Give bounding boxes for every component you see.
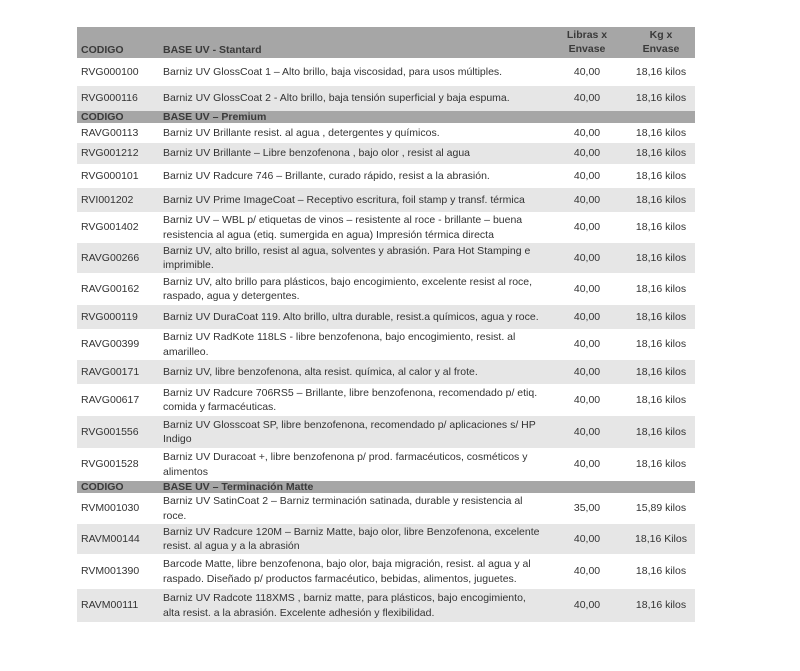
table-row — [77, 243, 695, 273]
table-header — [77, 27, 695, 58]
kg-per-container: 18,16 kilos — [635, 282, 687, 295]
kg-per-container: 18,16 kilos — [635, 599, 687, 612]
kg-per-container: 18,16 kilos — [635, 310, 687, 323]
header-kg-line2: Envase — [642, 42, 680, 55]
product-code: RAVG00266 — [81, 251, 140, 264]
libras-per-container: 40,00 — [573, 126, 601, 139]
product-code: RAVG00171 — [81, 365, 140, 378]
product-description: Barniz UV Radcure 706RS5 – Brillante, libre benzofenona, recomendado p/ etiq. comida y farmacéuticas. — [163, 386, 538, 413]
kg-per-container: 18,16 kilos — [635, 92, 687, 105]
section-title: BASE UV – Terminación Matte — [163, 480, 314, 493]
product-code: RAVG00162 — [81, 282, 140, 295]
section-title: BASE UV – Premium — [163, 110, 267, 123]
product-code: RAVG00399 — [81, 338, 140, 351]
kg-per-container: 18,16 kilos — [635, 169, 687, 182]
header-base-standard: BASE UV - Stantard — [163, 43, 262, 56]
product-code: RVI001202 — [81, 193, 134, 206]
product-code: RVG001528 — [81, 458, 139, 471]
kg-per-container: 18,16 kilos — [635, 65, 687, 78]
table-row — [77, 589, 695, 622]
kg-per-container: 18,16 kilos — [635, 193, 687, 206]
header-libras-line1: Libras x — [566, 28, 608, 41]
product-description: Barniz UV SatinCoat 2 – Barniz terminación satinada, durable y resistencia al roce. — [163, 495, 523, 522]
libras-per-container: 40,00 — [573, 65, 601, 78]
kg-per-container: 18,16 kilos — [635, 338, 687, 351]
kg-per-container: 18,16 kilos — [635, 221, 687, 234]
kg-per-container: 18,16 kilos — [635, 393, 687, 406]
libras-per-container: 40,00 — [573, 565, 601, 578]
product-description: Barniz UV Radcure 746 – Brillante, curado rápido, resist a la abrasión. — [163, 169, 490, 182]
product-code: RVG001212 — [81, 147, 139, 160]
product-description: Barniz UV Duracoat +, libre benzofenona p/ prod. farmacéuticos, cosméticos y alimentos — [163, 451, 528, 478]
product-code: RAVG00113 — [81, 126, 139, 139]
product-description: Barniz UV Brillante – Libre benzofenona , bajo olor , resist al agua — [163, 147, 471, 160]
table-row — [77, 360, 695, 384]
libras-per-container: 40,00 — [573, 425, 601, 438]
section-header-premium — [77, 111, 695, 123]
table-row — [77, 448, 695, 481]
premium-section-body — [77, 123, 695, 481]
table-row — [77, 329, 695, 360]
product-description: Barniz UV Glosscoat SP, libre benzofenona, recomendado p/ aplicaciones s/ HP Indigo — [163, 418, 536, 445]
product-description: Barniz UV GlossCoat 2 - Alto brillo, baja tensión superficial y baja espuma. — [163, 92, 510, 105]
table-row — [77, 554, 695, 589]
table-row — [77, 384, 695, 416]
libras-per-container: 40,00 — [573, 365, 601, 378]
kg-per-container: 18,16 Kilos — [635, 532, 687, 545]
libras-per-container: 40,00 — [573, 221, 601, 234]
product-description: Barniz UV, alto brillo para plásticos, bajo encogimiento, excelente resist al roce, raspado, agua y detergentes. — [163, 275, 533, 302]
standard-section-body — [77, 58, 695, 111]
libras-per-container: 40,00 — [573, 147, 601, 160]
product-code: RVG000119 — [81, 310, 138, 323]
header-code: CODIGO — [81, 43, 124, 56]
product-code: RVG001402 — [81, 221, 139, 234]
product-code: RVM001030 — [81, 502, 140, 515]
kg-per-container: 18,16 kilos — [635, 365, 687, 378]
table-row — [77, 493, 695, 524]
product-code: RVG001556 — [81, 425, 139, 438]
header-kg-line1: Kg x — [649, 28, 673, 41]
header-kg — [627, 29, 695, 56]
product-code: RAVM00111 — [81, 599, 139, 612]
header-libras — [547, 29, 627, 56]
table-row — [77, 123, 695, 143]
product-description: Barniz UV, alto brillo, resist al agua, solventes y abrasión. Para Hot Stamping e imprimible. — [163, 244, 531, 271]
product-description: Barniz UV Radcure 120M – Barniz Matte, bajo olor, libre Benzofenona, excelente resist. al agua y a la abrasión — [163, 525, 540, 552]
product-code: RAVM00144 — [81, 532, 140, 545]
section-header-matte — [77, 481, 695, 493]
table-row — [77, 305, 695, 329]
product-code: RVM001390 — [81, 565, 140, 578]
table-row — [77, 164, 695, 188]
product-description: Barcode Matte, libre benzofenona, bajo olor, baja migración, resist. al agua y al raspado. Diseñado p/ productos farmacéutico, bebidas, alimentos, juguetes. — [163, 558, 531, 585]
table-row — [77, 188, 695, 212]
section-code-label: CODIGO — [81, 480, 124, 493]
product-description: Barniz UV Radcote 118XMS , barniz matte, para plásticos, bajo encogimiento, alta resist. a la abrasión. Excelente adhesión y flexibilidad. — [163, 592, 526, 619]
libras-per-container: 40,00 — [573, 92, 601, 105]
product-description: Barniz UV Prime ImageCoat – Receptivo escritura, foil stamp y transf. térmica — [163, 193, 525, 206]
kg-per-container: 18,16 kilos — [635, 251, 687, 264]
product-description: Barniz UV DuraCoat 119. Alto brillo, ultra durable, resist.a químicos, agua y roce. — [163, 310, 539, 323]
table-row — [77, 273, 695, 305]
table-row — [77, 416, 695, 448]
table-row — [77, 524, 695, 554]
product-code: RAVG00617 — [81, 393, 140, 406]
table-row — [77, 58, 695, 86]
matte-section-body — [77, 493, 695, 622]
kg-per-container: 15,89 kilos — [635, 502, 687, 515]
product-code: RVG000116 — [81, 92, 138, 105]
libras-per-container: 40,00 — [573, 599, 601, 612]
table-row — [77, 143, 695, 164]
libras-per-container: 40,00 — [573, 251, 601, 264]
product-table — [77, 27, 695, 622]
libras-per-container: 40,00 — [573, 393, 601, 406]
table-row — [77, 212, 695, 243]
libras-per-container: 40,00 — [573, 310, 601, 323]
product-code: RVG000101 — [81, 169, 139, 182]
product-description: Barniz UV, libre benzofenona, alta resist. química, al calor y al frote. — [163, 365, 478, 378]
table-row — [77, 86, 695, 111]
kg-per-container: 18,16 kilos — [635, 565, 687, 578]
product-description: Barniz UV RadKote 118LS - libre benzofenona, bajo encogimiento, resist. al amarilleo. — [163, 331, 516, 358]
libras-per-container: 40,00 — [573, 282, 601, 295]
libras-per-container: 40,00 — [573, 169, 601, 182]
product-description: Barniz UV Brillante resist. al agua , detergentes y químicos. — [163, 126, 440, 139]
libras-per-container: 40,00 — [573, 338, 601, 351]
section-code-label: CODIGO — [81, 110, 124, 123]
product-description: Barniz UV GlossCoat 1 – Alto brillo, baja viscosidad, para usos múltiples. — [163, 65, 503, 78]
libras-per-container: 35,00 — [573, 502, 601, 515]
product-description: Barniz UV – WBL p/ etiquetas de vinos – resistente al roce - brillante – buena resistencia al agua (etiq. sumergida en agua) Impresión térmica directa — [163, 214, 523, 241]
kg-per-container: 18,16 kilos — [635, 425, 687, 438]
libras-per-container: 40,00 — [573, 532, 601, 545]
header-libras-line2: Envase — [568, 42, 606, 55]
kg-per-container: 18,16 kilos — [635, 458, 687, 471]
kg-per-container: 18,16 kilos — [635, 126, 687, 139]
product-code: RVG000100 — [81, 65, 139, 78]
libras-per-container: 40,00 — [573, 193, 601, 206]
kg-per-container: 18,16 kilos — [635, 147, 687, 160]
libras-per-container: 40,00 — [573, 458, 601, 471]
